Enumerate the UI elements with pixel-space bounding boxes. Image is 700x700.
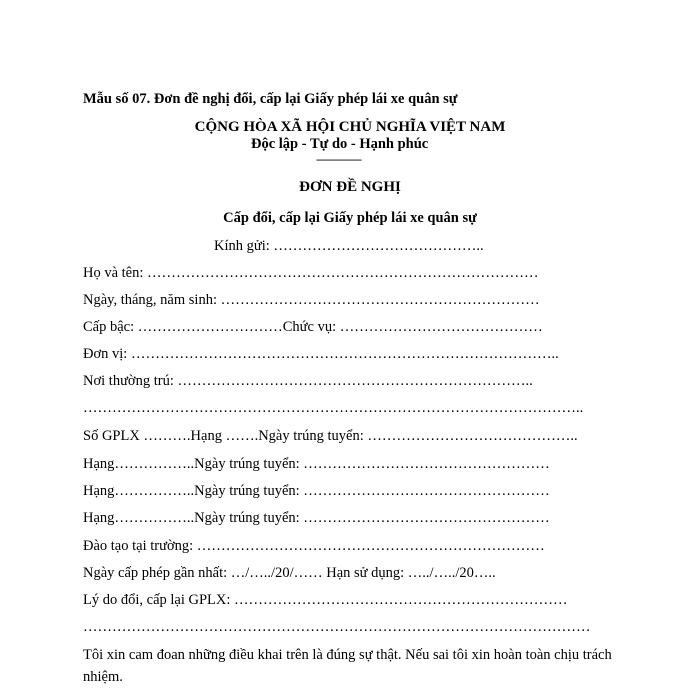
date-of-birth-field: Ngày, tháng, năm sinh: ………………………………………………………… xyxy=(83,292,540,308)
training-school-field: Đào tạo tại trường: ……………………………………………………………… xyxy=(83,538,545,554)
reason-field: Lý do đổi, cấp lại GPLX: …………………………………………………………… xyxy=(83,592,568,608)
reason-continuation-field: …………………………………………………………………………………………… xyxy=(83,619,591,635)
motto-separator: --------------- xyxy=(316,152,361,166)
rank-position-field: Cấp bậc: …………………………Chức vụ: …………………………………… xyxy=(83,319,543,335)
unit-field: Đơn vị: …………………………………………………………………………….. xyxy=(83,346,559,362)
document-title: ĐƠN ĐỀ NGHỊ xyxy=(299,179,401,195)
issue-expiry-date-field: Ngày cấp phép gần nhất: …/…../20/…… Hạn sử dụng: …../…../20….. xyxy=(83,565,496,581)
license-class-field: Hạng……………..Ngày trúng tuyển: …………………………………………… xyxy=(83,510,550,526)
national-motto: Độc lập - Tự do - Hạnh phúc xyxy=(251,136,429,152)
addressee-line: Kính gửi: …………………………………….. xyxy=(214,238,484,254)
form-code-heading: Mẫu số 07. Đơn đề nghị đổi, cấp lại Giấy phép lái xe quân sự xyxy=(83,91,458,107)
declaration-statement: Tôi xin cam đoan những điều khai trên là đúng sự thật. Nếu sai tôi xin hoàn toàn chịu trách nhiệm. xyxy=(83,647,612,685)
residence-continuation-field: ………………………………………………………………………………………….. xyxy=(83,400,584,416)
license-class-field: Hạng……………..Ngày trúng tuyển: …………………………………………… xyxy=(83,483,550,499)
full-name-field: Họ và tên: ……………………………………………………………………… xyxy=(83,265,539,281)
residence-field: Nơi thường trú: ……………………………………………………………….. xyxy=(83,373,533,389)
document-subtitle: Cấp đổi, cấp lại Giấy phép lái xe quân sự xyxy=(223,210,477,226)
license-class-field: Hạng……………..Ngày trúng tuyển: …………………………………………… xyxy=(83,456,550,472)
country-name: CỘNG HÒA XÃ HỘI CHỦ NGHĨA VIỆT NAM xyxy=(194,119,506,135)
license-number-field: Số GPLX ……….Hạng …….Ngày trúng tuyển: …………………………………….. xyxy=(83,428,578,444)
